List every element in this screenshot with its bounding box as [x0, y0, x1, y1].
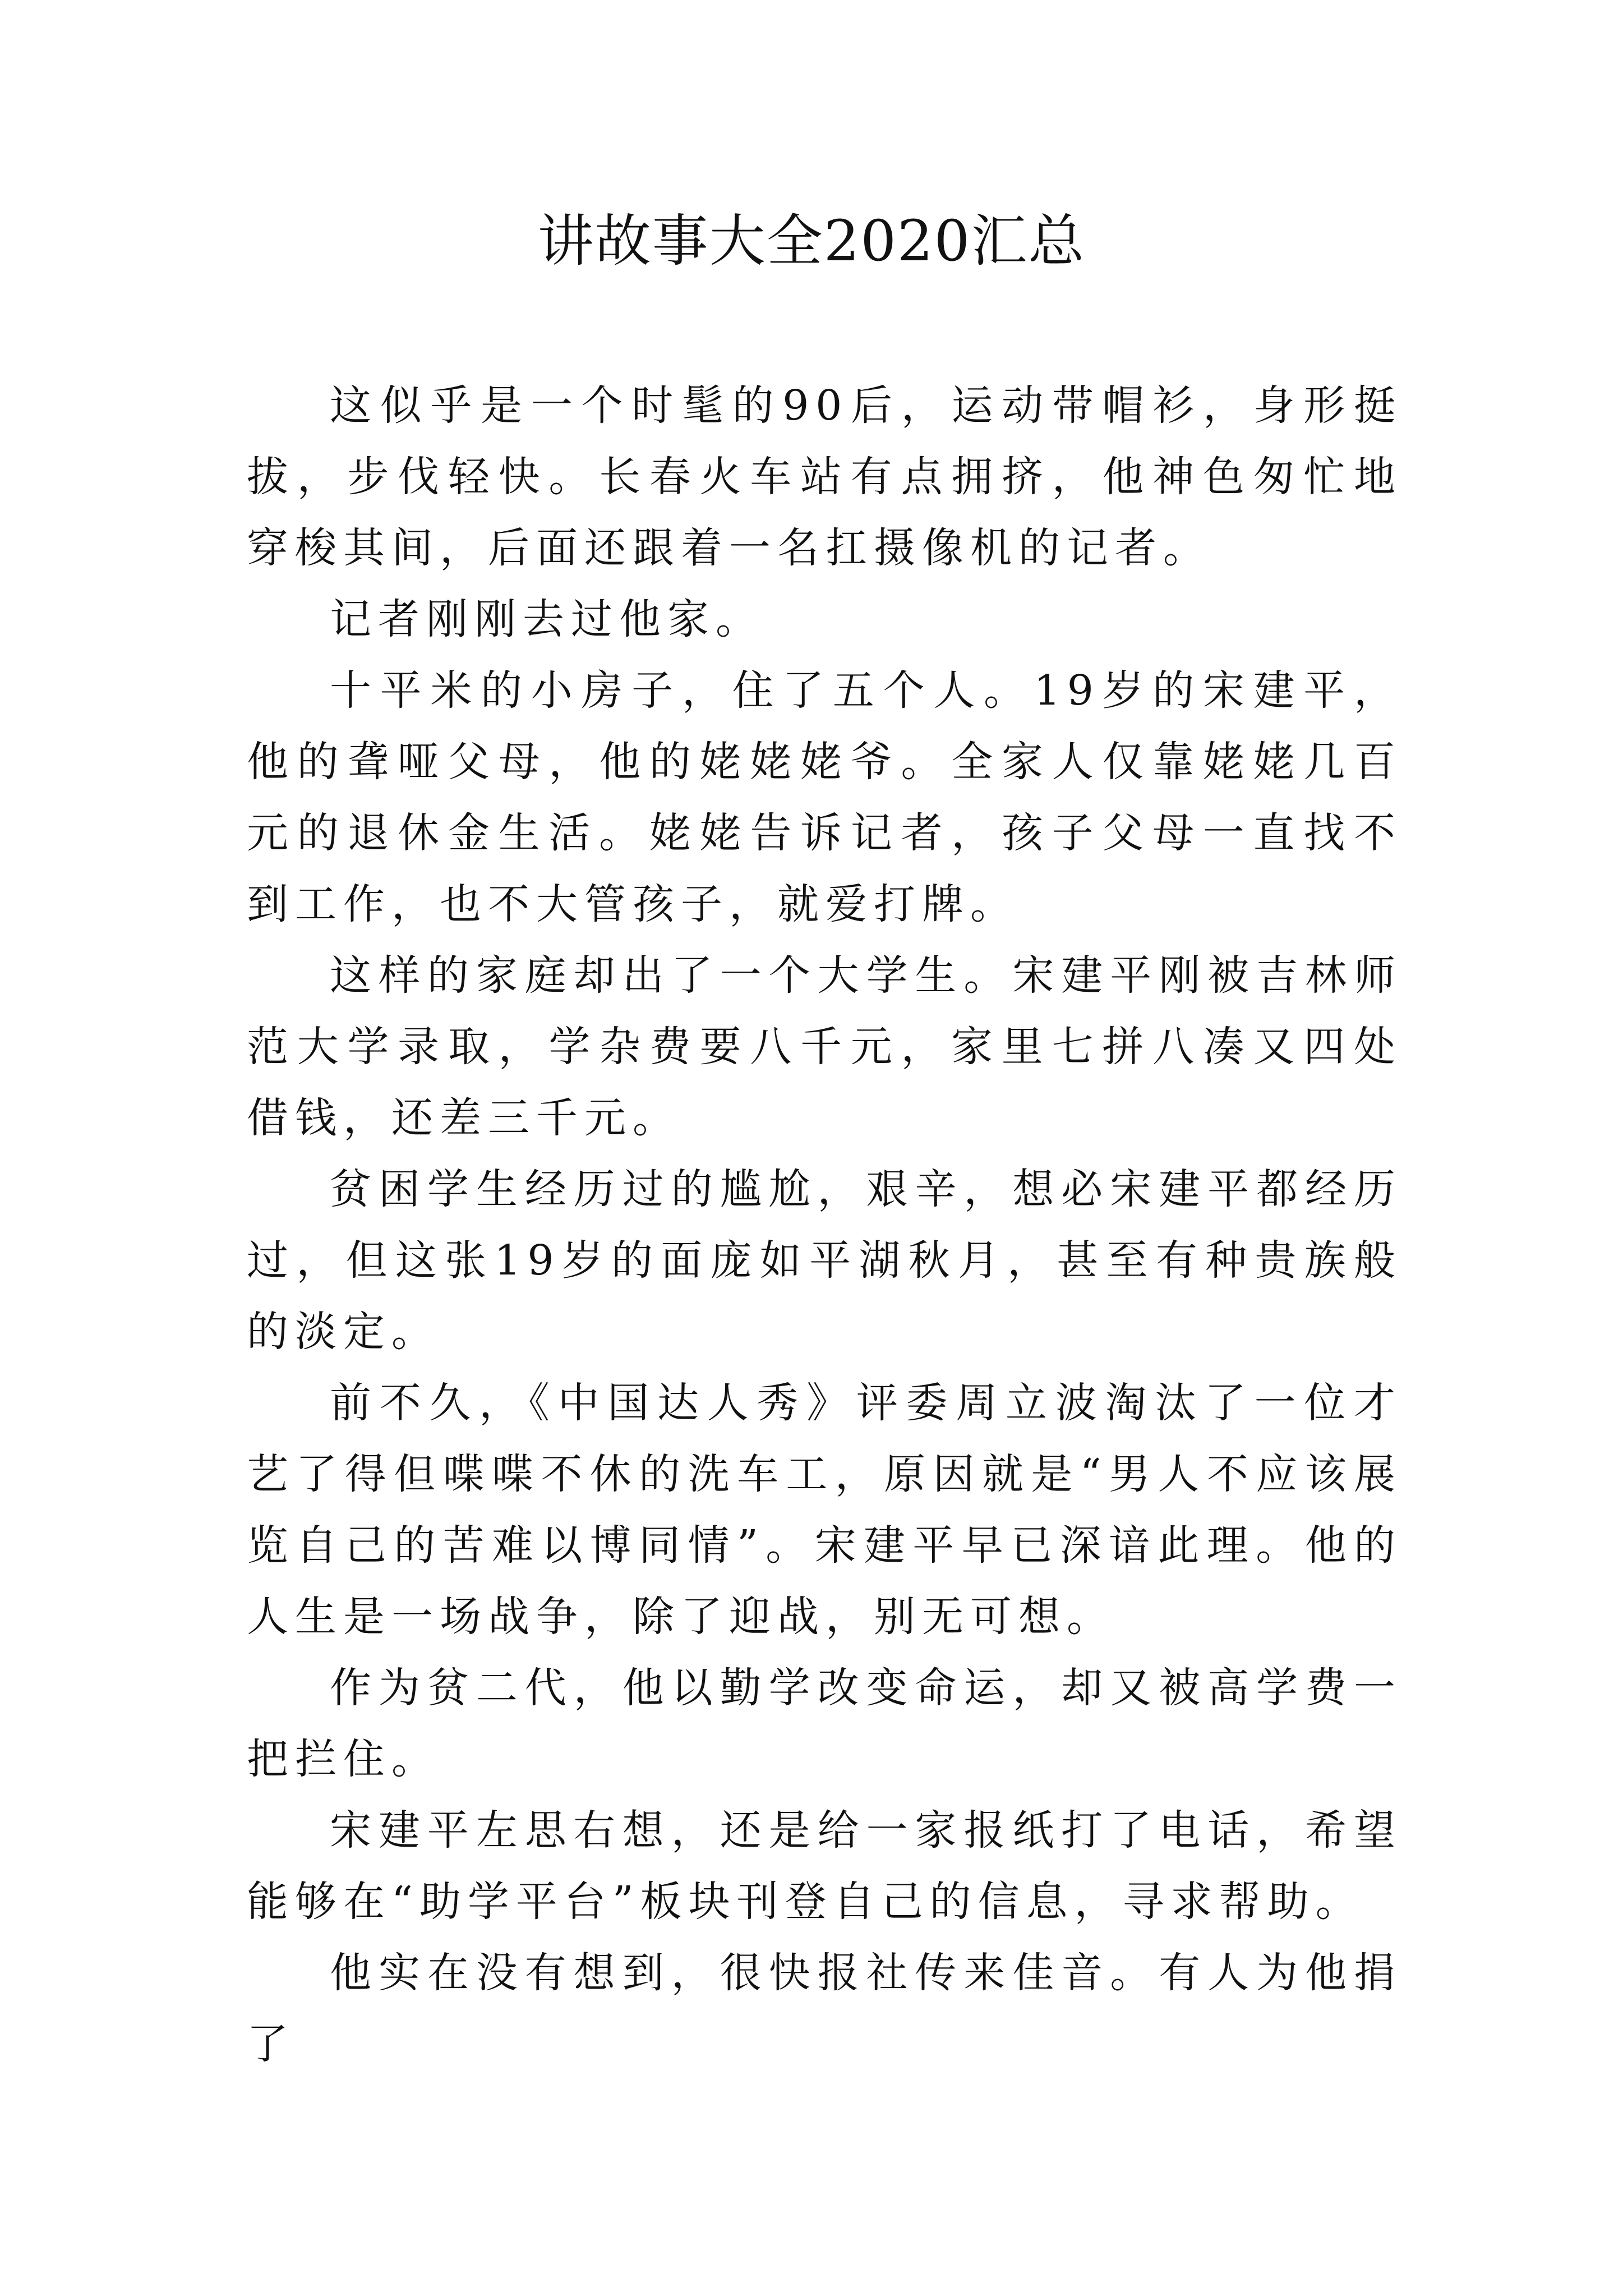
- paragraph: 作为贫二代，他以勤学改变命运，却又被高学费一把拦住。: [247, 1664, 1402, 1783]
- paragraph: 前不久，《中国达人秀》评委周立波淘汰了一位才艺了得但喋喋不休的洗车工，原因就是“男人不应该展览自己的苦难以博同情”。宋建平早已深谙此理。他的人生是一场战争，除了迎战，别无可想。: [247, 1379, 1402, 1641]
- document-title: 讲故事大全2020汇总: [537, 208, 1086, 274]
- paragraph: 他实在没有想到，很快报社传来佳音。有人为他捐了: [247, 1949, 1402, 2068]
- paragraph: 这样的家庭却出了一个大学生。宋建平刚被吉林师范大学录取，学杂费要八千元，家里七拼八凑又四处借钱，还差三千元。: [247, 951, 1402, 1142]
- paragraph: 贫困学生经历过的尴尬，艰辛，想必宋建平都经历过，但这张19岁的面庞如平湖秋月，甚至有种贵族般的淡定。: [247, 1165, 1402, 1356]
- paragraph: 这似乎是一个时髦的90后，运动带帽衫，身形挺拔，步伐轻快。长春火车站有点拥挤，他神色匆忙地穿梭其间，后面还跟着一名扛摄像机的记者。: [247, 381, 1402, 572]
- paragraph: 记者刚刚去过他家。: [330, 595, 764, 643]
- document-body: [247, 370, 1402, 2080]
- paragraph: 十平米的小房子，住了五个人。19岁的宋建平，他的聋哑父母，他的姥姥姥爷。全家人仅靠姥姥几百元的退休金生活。姥姥告诉记者，孩子父母一直找不到工作，也不大管孩子，就爱打牌。: [247, 666, 1402, 928]
- paragraph: 宋建平左思右想，还是给一家报纸打了电话，希望能够在“助学平台”板块刊登自己的信息，寻求帮助。: [247, 1806, 1402, 1926]
